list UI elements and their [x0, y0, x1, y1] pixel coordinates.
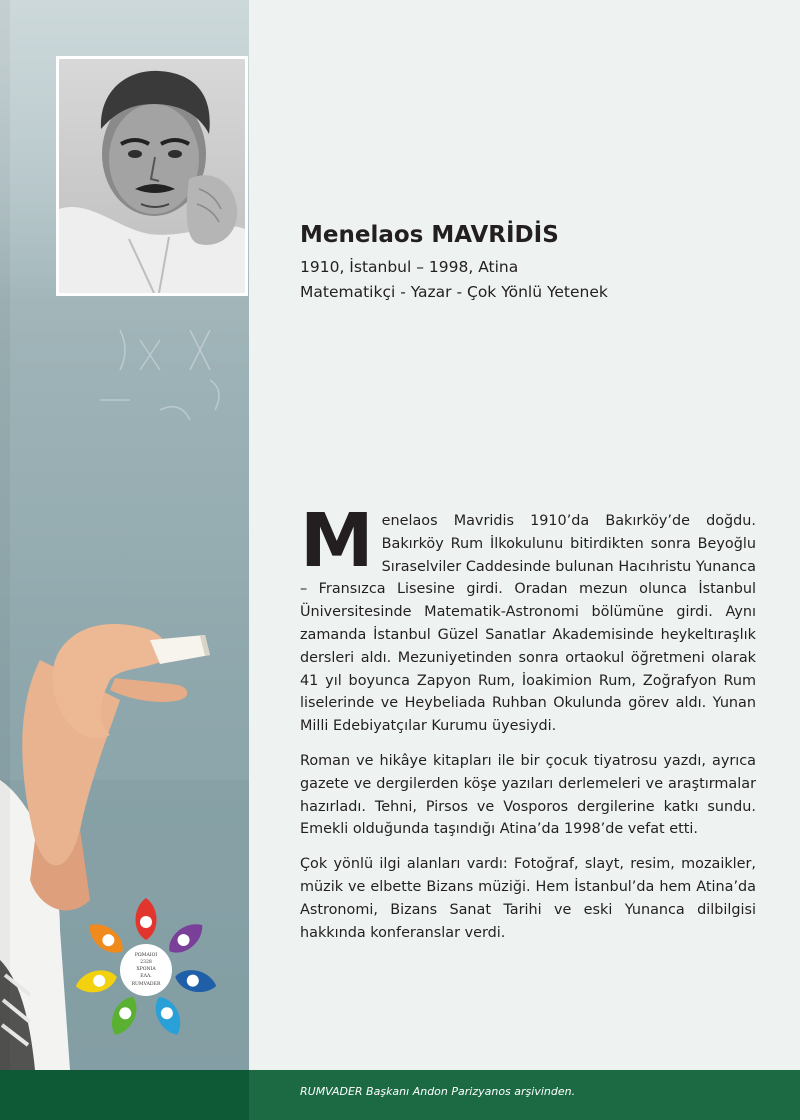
footer-credit: RUMVADER Başkanı Andon Parizyanos arşivinden. — [300, 1085, 576, 1098]
logo-text-3: ΧΡΟΝΙΑ — [136, 967, 156, 972]
person-name: Menelaos MAVRİDİS — [300, 222, 559, 248]
person-dates: 1910, İstanbul – 1998, Atina — [300, 258, 519, 276]
rumvader-logo — [66, 895, 226, 1050]
biography — [300, 498, 756, 956]
portrait-photo — [56, 56, 248, 296]
portrait-illustration — [59, 59, 245, 293]
bio-paragraph-3: Çok yönlü ilgi alanları vardı: Fotoğraf, slayt, resim, mozaikler, müzik ve elbette Bizans müziği. Hem İstanbul’da hem Atina’da Astronomi, Bizans Sanat Tarihi ve eski Yunanca dilbilgisi hakkında konferanslar verdi. — [300, 856, 756, 941]
footer-bar — [0, 1070, 800, 1120]
logo-text-2: 2328 — [140, 960, 152, 965]
logo-text-4: ΕΛΛ. — [140, 974, 152, 979]
bio-paragraph-1 — [300, 498, 756, 738]
person-profession: Matematikçi - Yazar - Çok Yönlü Yetenek — [300, 283, 608, 301]
logo-text-5: RUMVADER — [131, 982, 161, 987]
bio-paragraph-1-text: enelaos Mavridis 1910’da Bakırköy’de doğdu. Bakırköy Rum İlkokulunu bitirdikten sonra Beyoğlu Sıraselviler Caddesinde bulunan Hacıhristu Yunanca – Fransızca Lisesine girdi. Oradan mezun olunca İstanbul Üniversitesinde Matematik-Astronomi bölümüne girdi. Aynı zamanda İstanbul Güzel Sanatlar Akademisinde heykeltıraşlık dersleri aldı. Mezuniyetinden sonra ortaokul öğretmeni olarak 41 yıl boyunca Zapyon Rum, İoakimion Rum, Zoğrafyon Rum liselerinde ve Heybeliada Ruhban Okulunda görev aldı. Yunan Milli Edebiyatçılar Kurumu üyesiydi. — [300, 513, 756, 735]
footer-left-block — [0, 1070, 249, 1120]
logo-text-1: ΡΩΜΑΙΟΙ — [134, 953, 158, 958]
drop-cap: M — [300, 498, 374, 584]
bio-paragraph-2: Roman ve hikâye kitapları ile bir çocuk tiyatrosu yazdı, ayrıca gazete ve dergilerden köşe yazıları derlemeleri ve araştırmalar hazırladı. Tehni, Pirsos ve Vosporos dergilerine katkı sundu. Emekli olduğunda taşındığı Atina’da 1998’de vefat etti. — [300, 752, 756, 838]
